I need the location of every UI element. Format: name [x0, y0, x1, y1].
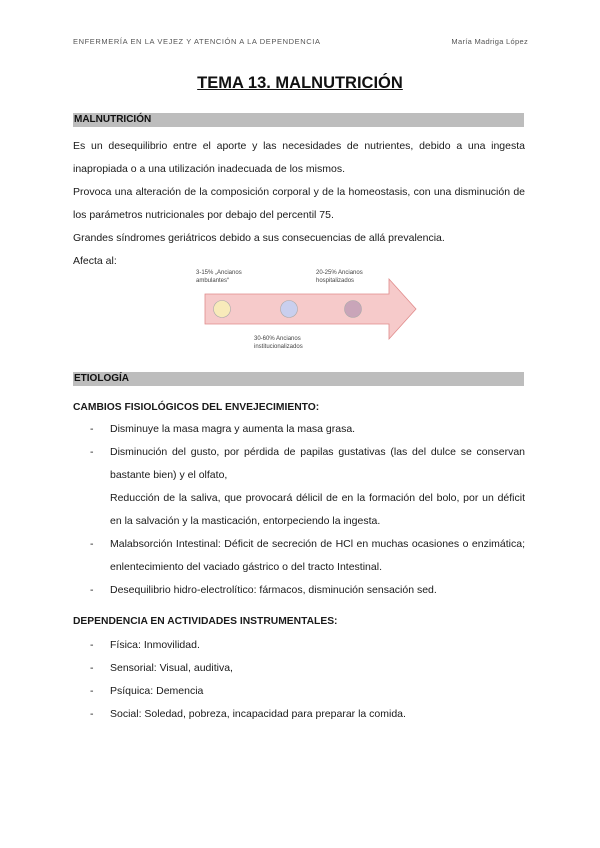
dot-ambulantes [214, 301, 231, 318]
list-item: - Malabsorción Intestinal: Déficit de secreción de HCl en muchas ocasiones o enzimática; enlentecimiento del vaciado gástrico o del tracto Intestinal. [73, 533, 525, 579]
running-header-author: María Madriga López [451, 37, 528, 46]
paragraph-definition: Es un desequilibrio entre el aporte y las necesidades de nutrientes, debido a una ingesta inapropiada o a una utilización inadecuada de los mismos. [73, 140, 525, 175]
dot-hospitalizados [345, 301, 362, 318]
running-header-left: ENFERMERÍA EN LA VEJEZ Y ATENCIÓN A LA DEPENDENCIA [73, 37, 321, 46]
list-item: - Sensorial: Visual, auditiva, [73, 657, 525, 680]
list-item: - Disminuye la masa magra y aumenta la masa grasa. [73, 418, 525, 441]
dash-marker: - [90, 685, 94, 697]
subheading-physiological-changes: CAMBIOS FISIOLÓGICOS DEL ENVEJECIMIENTO: [73, 402, 320, 413]
label-hospitalizados: 20-25% Ancianos hospitalizados [316, 270, 363, 284]
list-item: - Social: Soledad, pobreza, incapacidad para preparar la comida. [73, 703, 525, 726]
paragraph-alteration: Provoca una alteración de la composición corporal y de la homeostasis, con una disminución de los parámetros nutricionales por debajo del percentil 75. [73, 186, 525, 221]
list-dependence [73, 634, 525, 726]
dash-marker: - [90, 423, 94, 435]
dash-marker: - [90, 708, 94, 720]
subheading-dependence: DEPENDENCIA EN ACTIVIDADES INSTRUMENTALES: [73, 616, 338, 627]
dash-marker: - [90, 446, 94, 458]
list-physiological-changes [73, 418, 525, 602]
list-item: - Desequilibrio hidro-electrolítico: fármacos, disminución sensación sed. [73, 579, 525, 602]
section-heading-etiologia: ETIOLOGÍA [73, 372, 524, 386]
arrow-shape [205, 279, 416, 339]
label-ambulantes: 3-15% „Ancianos ambulantes“ [196, 270, 242, 284]
page-title: TEMA 13. MALNUTRICIÓN [197, 74, 403, 92]
list-item: - Física: Inmovilidad. [73, 634, 525, 657]
dash-marker: - [90, 538, 94, 550]
section-heading-malnutricion: MALNUTRICIÓN [73, 113, 524, 127]
list-item: - Disminución del gusto, por pérdida de papilas gustativas (las del dulce se conservan bastante bien) y el olfato, Reducción de la saliva, que provocará délicil de en la formación del bolo, por un déficit en la salvación y la masticación, entorpeciendo la ingesta. [73, 441, 525, 533]
dash-marker: - [90, 584, 94, 596]
dash-marker: - [90, 639, 94, 651]
paragraph-affects: Afecta al: [73, 255, 117, 267]
dot-institucionalizados [281, 301, 298, 318]
dash-marker: - [90, 662, 94, 674]
label-institucionalizados: 30-60% Ancianos institucionalizados [254, 336, 303, 350]
list-item: - Psíquica: Demencia [73, 680, 525, 703]
list-item-continuation: Reducción de la saliva, que provocará délicil de en la formación del bolo, por un déficit en la salvación y la masticación, entorpeciendo la ingesta. [110, 492, 525, 527]
prevalence-arrow-diagram [193, 265, 417, 357]
paragraph-syndromes: Grandes síndromes geriátricos debido a sus consecuencias de allá prevalencia. [73, 232, 445, 244]
